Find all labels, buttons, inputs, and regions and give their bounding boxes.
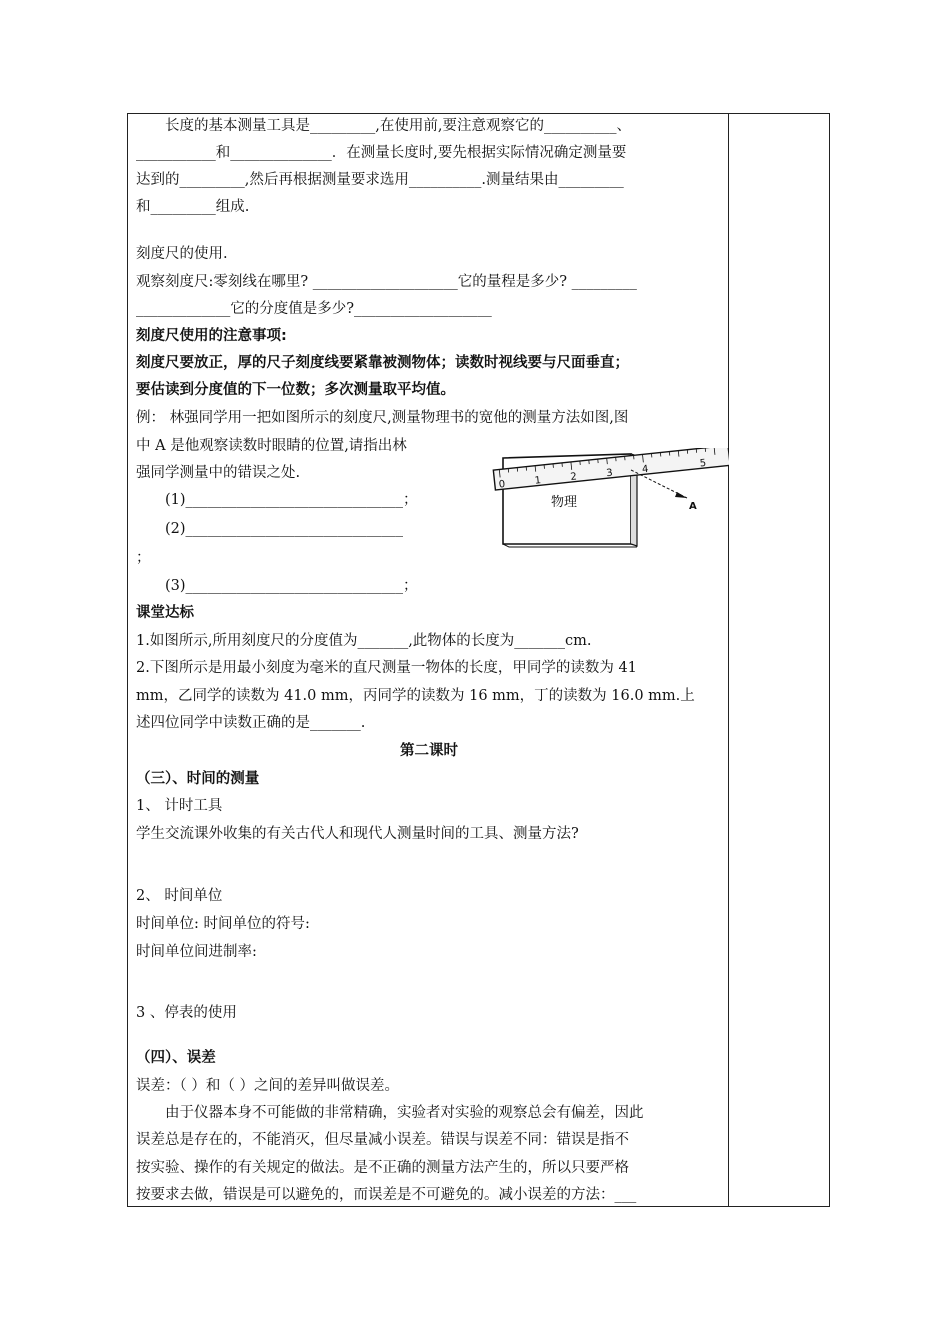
paragraph-line: 刻度尺的使用. <box>136 246 228 262</box>
paragraph-line: 2.下图所示是用最小刻度为毫米的直尺测量一物体的长度，甲同学的读数为 41 <box>136 660 637 676</box>
book-label: 物理 <box>551 495 578 510</box>
paragraph-line: 学生交流课外收集的有关古代人和现代人测量时间的工具、测量方法? <box>136 826 579 842</box>
paragraph-line: 述四位同学中读数正确的是_______. <box>136 715 366 731</box>
answer-line: (2)______________________________ <box>136 521 404 537</box>
paragraph-line: 误差总是存在的，不能消灭，但尽量减小误差。错误与误差不同：错误是指不 <box>136 1132 629 1148</box>
paragraph-line: 按要求去做，错误是可以避免的，而误差是不可避免的。减小误差的方法：___ <box>136 1187 637 1203</box>
ruler-number: 0 <box>498 478 506 491</box>
paragraph-line: 1、 计时工具 <box>136 798 223 814</box>
paragraph-line: 时间单位: 时间单位的符号: <box>136 916 310 932</box>
paragraph-line: 要估读到分度值的下一位数；多次测量取平均值。 <box>136 382 455 398</box>
paragraph-line: ； <box>136 550 151 566</box>
paragraph-line: 和_________组成. <box>136 199 250 215</box>
paragraph-line: 由于仪器本身不可能做的非常精确，实验者对实验的观察总会有偏差，因此 <box>136 1105 644 1121</box>
section-heading: 刻度尺使用的注意事项: <box>136 328 287 344</box>
paragraph-line: 2、 时间单位 <box>136 888 223 904</box>
paragraph-line: 达到的_________,然后再根据测量要求选用__________.测量结果由_________ <box>136 172 624 188</box>
paragraph-line: 长度的基本测量工具是_________,在使用前,要注意观察它的__________、 <box>136 118 631 134</box>
eye-position-label: A <box>689 501 697 512</box>
paragraph-line: ___________和______________．在测量长度时,要先根据实际情况确定测量要 <box>136 145 627 161</box>
ruler-measurement-figure <box>491 448 729 548</box>
paragraph-line: 强同学测量中的错误之处. <box>136 465 301 481</box>
ruler-number: 2 <box>569 471 578 484</box>
section-heading: （三）、时间的测量 <box>136 771 260 787</box>
paragraph-line: 例： 林强同学用一把如图所示的刻度尺,测量物理书的宽他的测量方法如图,图 <box>136 410 629 426</box>
section-heading: 课堂达标 <box>136 605 194 621</box>
lesson-title: 第二课时 <box>400 743 458 759</box>
ruler-number: 4 <box>641 463 650 476</box>
paragraph-line: 观察刻度尺:零刻线在哪里? ____________________它的量程是多少? _________ <box>136 274 637 290</box>
paragraph-line: _____________它的分度值是多少?___________________ <box>136 301 492 317</box>
paragraph-line: 误差：（ ）和（ ）之间的差异叫做误差。 <box>136 1078 399 1094</box>
answer-line: (3)______________________________； <box>136 578 418 594</box>
section-heading: （四）、误差 <box>136 1050 216 1066</box>
paragraph-line: 刻度尺要放正，厚的尺子刻度线要紧靠被测物体；读数时视线要与尺面垂直； <box>136 355 629 371</box>
paragraph-line: 按实验、操作的有关规定的做法。是不正确的测量方法产生的，所以只要严格 <box>136 1160 629 1176</box>
paragraph-line: 时间单位间进制率: <box>136 944 257 960</box>
paragraph-line: 1.如图所示,所用刻度尺的分度值为_______,此物体的长度为_______cm. <box>136 633 592 649</box>
ruler-number: 5 <box>699 457 707 470</box>
paragraph-line: 中 A 是他观察读数时眼睛的位置,请指出林 <box>136 438 407 454</box>
eye-arrow-icon <box>675 492 687 498</box>
paragraph-line: 3 、停表的使用 <box>136 1005 237 1021</box>
paragraph-line: mm，乙同学的读数为 41.0 mm，丙同学的读数为 16 mm，丁的读数为 16.0 mm.上 <box>136 688 695 704</box>
table-column-divider <box>728 113 729 1207</box>
ruler-number: 1 <box>534 475 542 487</box>
ruler-number: 3 <box>605 467 614 480</box>
answer-line: (1)______________________________； <box>136 492 418 508</box>
